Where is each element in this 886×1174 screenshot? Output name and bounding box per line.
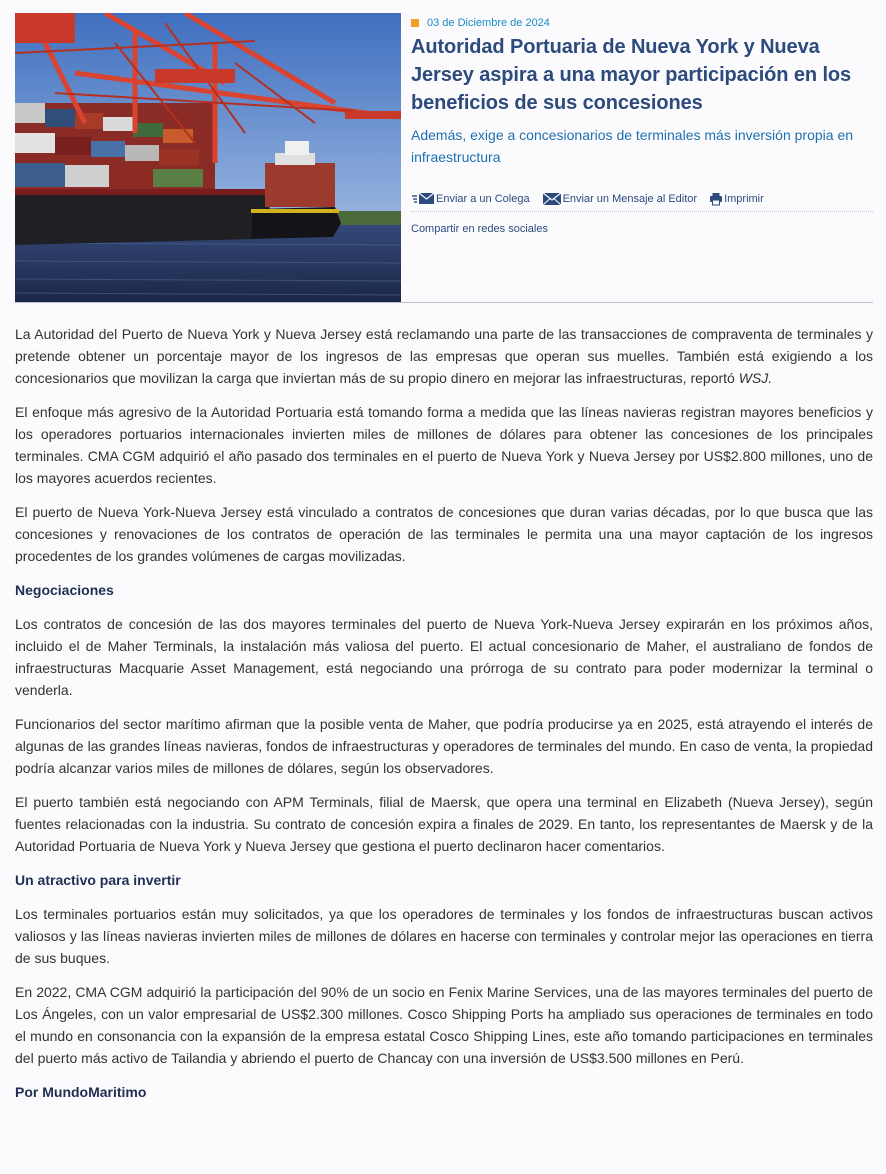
paragraph: El puerto de Nueva York-Nueva Jersey está vinculado a contratos de concesiones que duran varias décadas, por lo que busca que las concesiones y renovaciones de los contratos de operación de las terminales le permita una una mayor captación de los ingresos procedentes de los grandes volúmenes de cargas movilizadas. [15, 504, 873, 564]
hero-image [15, 13, 401, 302]
byline: Por MundoMaritimo [15, 1084, 147, 1100]
send-to-editor-link[interactable] [542, 192, 698, 206]
print-label: Imprimir [724, 192, 764, 205]
envelope-icon [542, 192, 562, 206]
section-heading: Negociaciones [15, 582, 114, 598]
date-row [411, 14, 873, 32]
send-to-colleague-link[interactable] [411, 192, 530, 206]
paragraph: El puerto también está negociando con APM Terminals, filial de Maersk, que opera una terminal en Elizabeth (Nueva Jersey), según fuentes relacionadas con la industria. Su contrato de concesión expira a finales de 2029. En tanto, los representantes de Maersk y de la Autoridad Portuaria de Nueva York y Nueva Jersey que gestiona el puerto declinaron hacer comentarios. [15, 794, 873, 854]
share-social-link[interactable]: Compartir en redes sociales [411, 223, 548, 235]
paragraph-text: La Autoridad del Puerto de Nueva York y Nueva Jersey está reclamando una parte de las transacciones de compraventa de terminales y pretende obtener un porcentaje mayor de los ingresos de las empresas que operan sus muelles. También está exigiendo a los concesionarios que movilizan la carga que inviertan más de su propio dinero en mejorar las infraestructuras, reportó [15, 326, 873, 386]
article-body [15, 323, 873, 1115]
date-marker-icon [411, 19, 419, 27]
paragraph: Los contratos de concesión de las dos mayores terminales del puerto de Nueva York-Nueva Jersey expirarán en los próximos años, incluido el de Maher Terminals, la instalación más valiosa del puerto. El actual concesionario de Maher, el australiano de fondos de infraestructuras Macquarie Asset Management, está negociando una prórroga de su contrato para poder modernizar la terminal o venderla. [15, 616, 873, 698]
send-to-editor-label: Enviar un Mensaje al Editor [562, 192, 698, 205]
paragraph: Los terminales portuarios están muy solicitados, ya que los operadores de terminales y los fondos de infraestructuras buscan activos valiosos y las líneas navieras invierten miles de millones de dólares en hacerse con terminales y controlar mejor las operaciones en tierra de sus buques. [15, 906, 873, 966]
source-citation: WSJ. [738, 370, 773, 386]
paragraph: En 2022, CMA CGM adquirió la participación del 90% de un socio en Fenix Marine Services, una de las mayores terminales del puerto de Los Ángeles, con un valor empresarial de US$2.300 millones. Cosco Shipping Ports ha ampliado sus operaciones de terminales en todo el mundo en consonancia con la expansión de la empresa estatal Cosco Shipping Lines, este año tomando participaciones en terminales del puerto más activo de Tailandia y abriendo el puerto de Chancay con una inversión de US$3.500 millones en Perú. [15, 984, 873, 1066]
article-title: Autoridad Portuaria de Nueva York y Nueva Jersey aspira a una mayor participación en los beneficios de sus concesiones [411, 36, 852, 114]
print-link[interactable] [709, 192, 764, 206]
article-actions [411, 190, 873, 212]
article-meta [411, 13, 873, 235]
paragraph: El enfoque más agresivo de la Autoridad Portuaria está tomando forma a medida que las líneas navieras registran mayores beneficios y los operadores portuarios internacionales invierten miles de millones de dólares para obtener las concesiones de los principales terminales. CMA CGM adquirió el año pasado dos terminales en el puerto de Nueva York y Nueva Jersey por US$2.800 millones, uno de los mayores acuerdos recientes. [15, 404, 873, 486]
printer-icon [709, 192, 723, 206]
article-header [15, 13, 873, 303]
container-port-photo [15, 13, 401, 302]
paragraph: Funcionarios del sector marítimo afirman que la posible venta de Maher, que podría producirse ya en 2025, está atrayendo el interés de algunas de las grandes líneas navieras, fondos de infraestructuras y operadores de terminales del mundo. En caso de venta, la propiedad podría alcanzar varios miles de millones de dólares, según los observadores. [15, 716, 873, 776]
send-to-colleague-label: Enviar a un Colega [436, 192, 530, 205]
section-heading: Un atractivo para invertir [15, 872, 181, 888]
article-date: 03 de Diciembre de 2024 [427, 17, 550, 29]
email-multi-icon [411, 192, 435, 206]
paragraph [15, 323, 873, 389]
article-subtitle: Además, exige a concesionarios de terminales más inversión propia en infraestructura [411, 127, 854, 165]
